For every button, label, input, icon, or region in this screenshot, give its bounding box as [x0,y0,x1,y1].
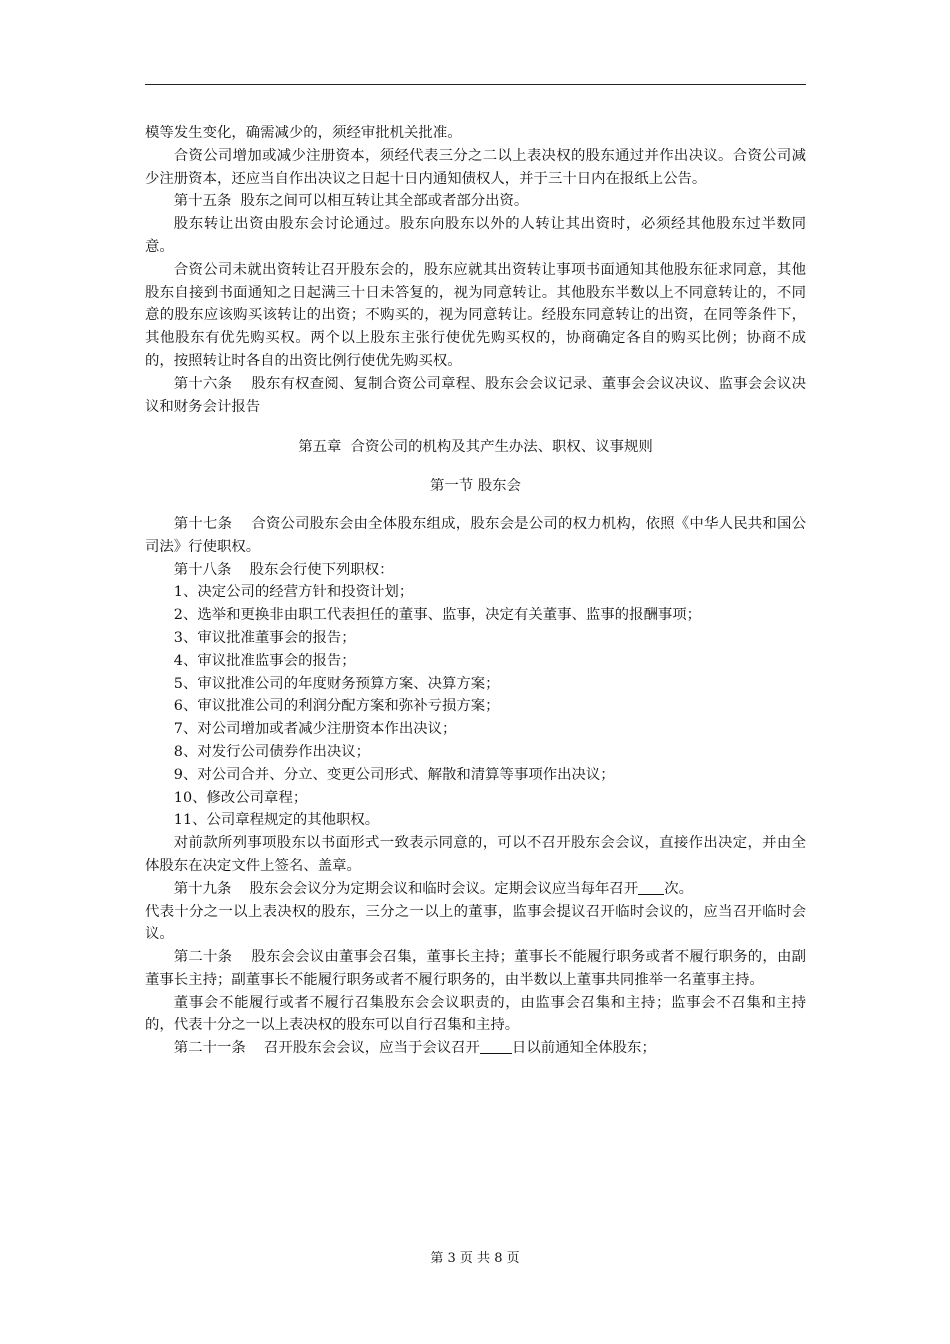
list-item: 7、对公司增加或者减少注册资本作出决议； [173,721,457,738]
fill-in-blank[interactable] [638,879,664,895]
paragraph: 代表十分之一以上表决权的股东，三分之一以上的董事，监事会提议召开临时会议的，应当召开临时会议。 [145,903,806,943]
article-21 [145,1037,806,1060]
list-item: 6、审议批准公司的利润分配方案和弥补亏损方案； [173,698,500,715]
article-21-text: 第二十一条 召开股东会会议，应当于会议召开 [173,1040,480,1057]
paragraph: 合资公司未就出资转让召开股东会的，股东应就其出资转让事项书面通知其他股东征求同意，其他股东自接到书面通知之日起满三十日未答复的，视为同意转让。其他股东半数以上不同意转让的，不同意的股东应该购买该转让的出资；不购买的，视为同意转让。经股东同意转让的出资，在同等条件下，其他股东有优先购买权。两个以上股东主张行使优先购买权的，协商确定各自的购买比例；协商不成的，按照转让时各自的出资比例行使优先购买权。 [145,261,806,369]
paragraph: 模等发生变化，确需减少的，须经审批机关批准。 [145,125,462,141]
fill-in-blank[interactable] [480,1038,512,1054]
article-20: 第二十条 股东会会议由董事会召集，董事长主持；董事长不能履行职务或者不履行职务的，由副董事长主持；副董事长不能履行职务或者不履行职务的，由半数以上董事共同推举一名董事主持。 [145,949,806,988]
list-item: 4、审议批准监事会的报告； [173,652,356,669]
list-item: 2、选举和更换非由职工代表担任的董事、监事，决定有关董事、监事的报酬事项； [173,607,702,624]
list-item: 5、审议批准公司的年度财务预算方案、决算方案； [173,675,500,692]
article-18: 第十八条 股东会行使下列职权： [173,561,394,578]
article-21-text-end: 日以前通知全体股东； [511,1040,656,1057]
paragraph: 董事会不能履行或者不履行召集股东会会议职责的，由监事会召集和主持；监事会不召集和主持的，代表十分之一以上表决权的股东可以自行召集和主持。 [145,994,806,1034]
article-19-text: 第十九条 股东会会议分为定期会议和临时会议。定期会议应当每年召开 [173,880,639,897]
list-item: 9、对公司合并、分立、变更公司形式、解散和清算等事项作出决议； [173,766,615,783]
document-body [145,122,806,1060]
article-19-text-end: 次。 [664,880,694,897]
paragraph: 合资公司增加或减少注册资本，须经代表三分之二以上表决权的股东通过并作出决议。合资公司减少注册资本，还应当自作出决议之日起十日内通知债权人，并于三十日内在报纸上公告。 [145,147,806,187]
header-rule [145,84,806,85]
article-17: 第十七条 合资公司股东会由全体股东组成，股东会是公司的权力机构，依照《中华人民共和国公司法》行使职权。 [145,515,806,555]
list-item: 11、公司章程规定的其他职权。 [173,812,380,829]
paragraph: 股东转让出资由股东会讨论通过。股东向股东以外的人转让其出资时，必须经其他股东过半数同意。 [145,216,806,255]
list-item: 8、对发行公司债券作出决议； [173,743,371,760]
list-item: 3、审议批准董事会的报告； [173,629,356,646]
page-number: 第 3 页 共 8 页 [430,1251,520,1266]
chapter-heading: 第五章 合资公司的机构及其产生办法、职权、议事规则 [298,439,653,456]
list-item: 1、决定公司的经营方针和投资计划； [173,584,414,601]
section-heading: 第一节 股东会 [430,478,521,495]
article-15: 第十五条 股东之间可以相互转让其全部或者部分出资。 [173,193,529,210]
list-item: 10、修改公司章程； [173,789,308,806]
article-16: 第十六条 股东有权查阅、复制合资公司章程、股东会会议记录、董事会会议决议、监事会会议决议和财务会计报告 [145,375,806,415]
article-19 [145,878,806,901]
paragraph: 对前款所列事项股东以书面形式一致表示同意的，可以不召开股东会会议，直接作出决定，并由全体股东在决定文件上签名、盖章。 [145,835,806,874]
